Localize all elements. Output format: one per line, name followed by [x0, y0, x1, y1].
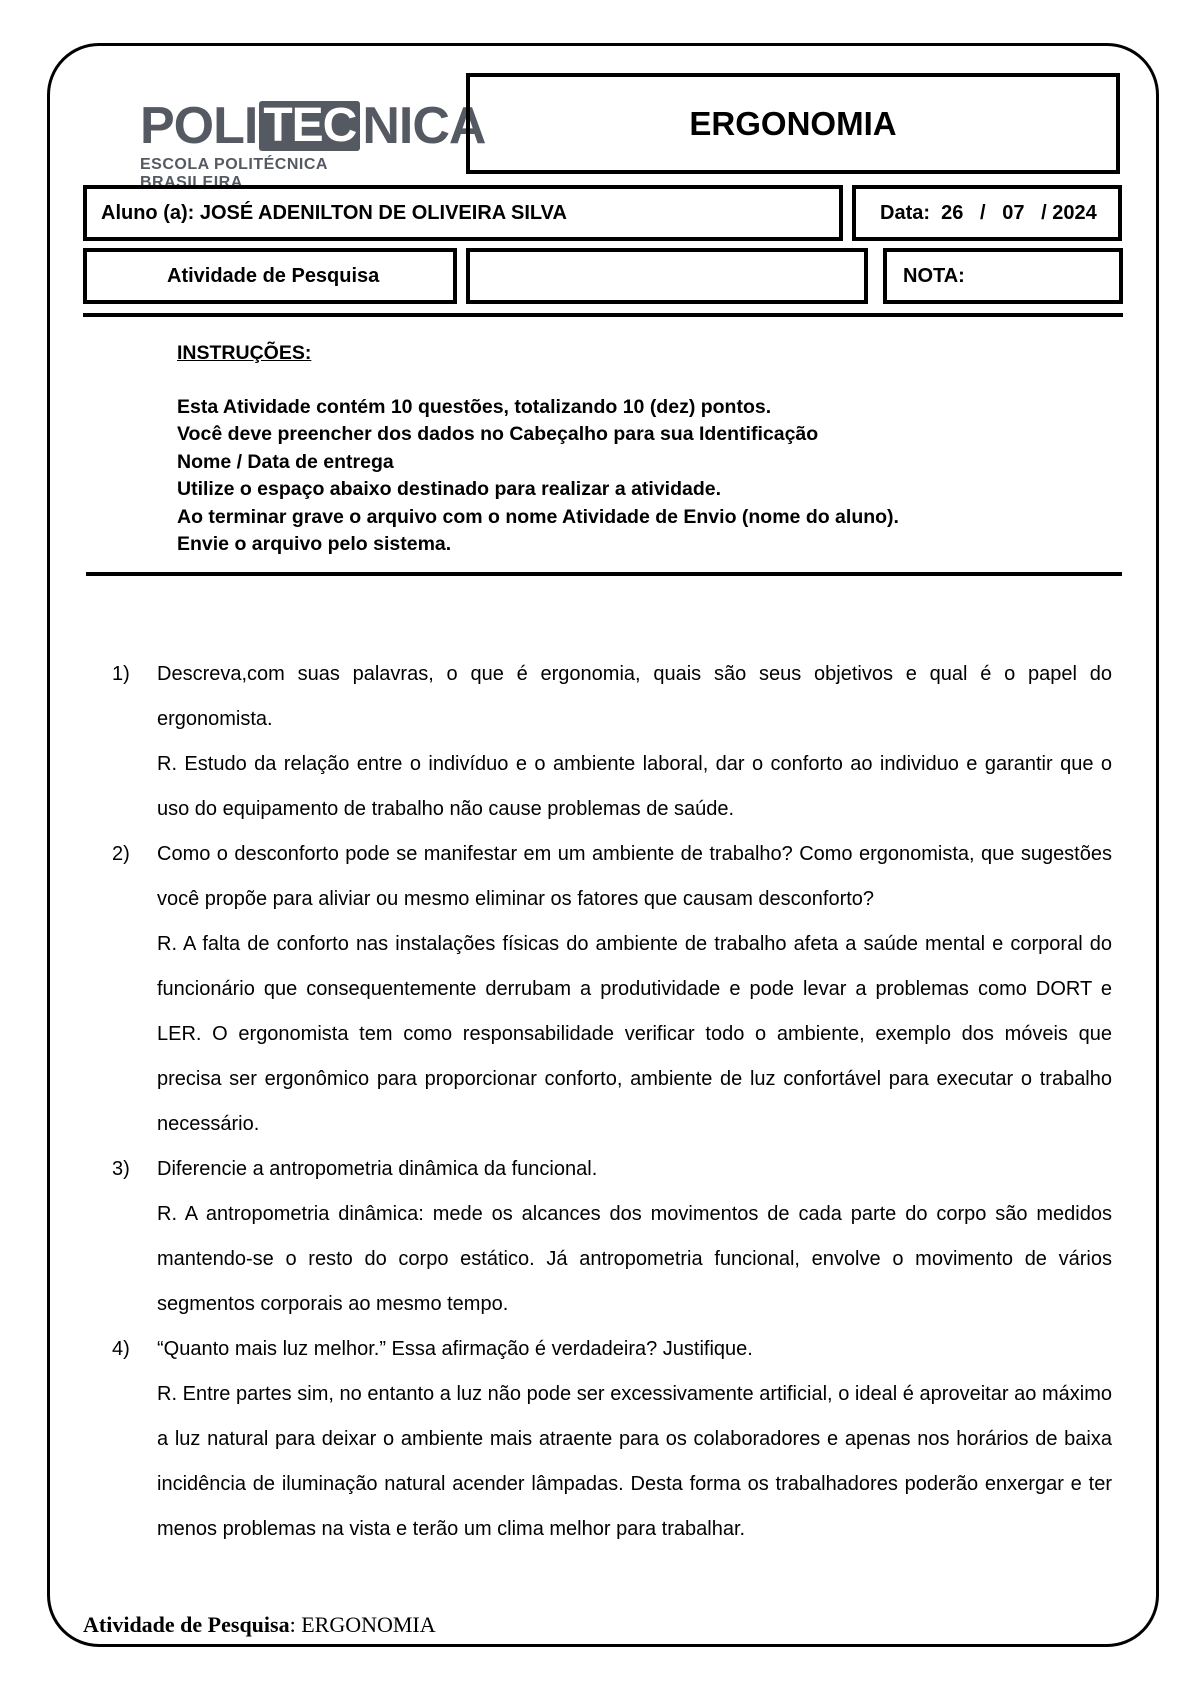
- question-item: [112, 1327, 1112, 1552]
- blank-field: [466, 248, 868, 304]
- answer-text: R. Entre partes sim, no entanto a luz não pode ser excessivamente artificial, o ideal é aproveitar ao máximo a luz natural para deixar o ambiente mais atraente para os colaboradores e apenas nos horários de baixa incidência de iluminação natural acender lâmpadas. Desta forma os trabalhadores poderão enxergar e ter menos problemas na vista e terão um clima melhor para trabalhar.: [157, 1383, 1112, 1540]
- logo-wordmark: [140, 97, 486, 155]
- instruction-line: Esta Atividade contém 10 questões, totalizando 10 (dez) pontos.: [177, 395, 772, 418]
- question-item: [112, 652, 1112, 832]
- instruction-line: Utilize o espaço abaixo destinado para realizar a atividade.: [177, 478, 722, 500]
- footer-label: Atividade de Pesquisa: [83, 1612, 290, 1637]
- logo-text-pre: POLI: [140, 97, 258, 155]
- logo-text-tec: TEC: [259, 101, 360, 151]
- page-footer: [83, 1612, 436, 1638]
- question-number: 1): [112, 663, 130, 685]
- instruction-line: Você deve preencher dos dados no Cabeçalho para sua Identificação: [177, 423, 819, 445]
- answer-text: R. Estudo da relação entre o indivíduo e o ambiente laboral, dar o conforto ao individuo e garantir que o uso do equipamento de trabalho não cause problemas de saúde.: [157, 753, 1112, 820]
- question-text: Como o desconforto pode se manifestar em um ambiente de trabalho? Como ergonomista, que sugestões você propõe para aliviar ou mesmo eliminar os fatores que causam desconforto?: [157, 843, 1112, 910]
- question-number: 3): [112, 1158, 130, 1180]
- document-title: ERGONOMIA: [466, 73, 1120, 174]
- question-item: [112, 1147, 1112, 1327]
- questions-list: [112, 652, 1112, 1552]
- instruction-line: Ao terminar grave o arquivo com o nome Atividade de Envio (nome do aluno).: [177, 505, 899, 528]
- activity-type-field: Atividade de Pesquisa: [83, 248, 457, 304]
- instruction-line: Nome / Data de entrega: [177, 450, 394, 473]
- question-text: “Quanto mais luz melhor.” Essa afirmação é verdadeira? Justifique.: [157, 1338, 753, 1360]
- instructions-divider: [86, 572, 1122, 576]
- instructions-title: INSTRUÇÕES:: [177, 342, 312, 364]
- answer-text: R. A antropometria dinâmica: mede os alcances dos movimentos de cada parte do corpo são medidos mantendo-se o resto do corpo estático. Já antropometria funcional, envolve o movimento de vários segmentos corporais ao mesmo tempo.: [157, 1203, 1112, 1315]
- question-number: 4): [112, 1338, 130, 1360]
- header-divider: [83, 313, 1123, 317]
- grade-field: NOTA:: [883, 248, 1123, 304]
- question-text: Diferencie a antropometria dinâmica da funcional.: [157, 1158, 598, 1180]
- student-name-field: Aluno (a): JOSÉ ADENILTON DE OLIVEIRA SILVA: [83, 185, 843, 241]
- instructions-block: [177, 340, 899, 559]
- question-number: 2): [112, 843, 130, 865]
- footer-subject: : ERGONOMIA: [289, 1612, 436, 1637]
- question-text: Descreva,com suas palavras, o que é ergonomia, quais são seus objetivos e qual é o papel do ergonomista.: [157, 663, 1112, 730]
- question-item: [112, 832, 1112, 1147]
- logo-subtitle: ESCOLA POLITÉCNICA BRASILEIRA: [140, 156, 328, 191]
- politecnica-logo: [140, 97, 486, 191]
- instruction-line: Envie o arquivo pelo sistema.: [177, 533, 452, 555]
- date-field: Data: 26 / 07 / 2024: [852, 185, 1122, 241]
- answer-text: R. A falta de conforto nas instalações físicas do ambiente de trabalho afeta a saúde mental e corporal do funcionário que consequentemente derrubam a produtividade e pode levar a problemas como DORT e LER. O ergonomista tem como responsabilidade verificar todo o ambiente, exemplo dos móveis que precisa ser ergonômico para proporcionar conforto, ambiente de luz confortável para executar o trabalho necessário.: [157, 933, 1112, 1135]
- logo-text-post: NICA: [362, 97, 486, 155]
